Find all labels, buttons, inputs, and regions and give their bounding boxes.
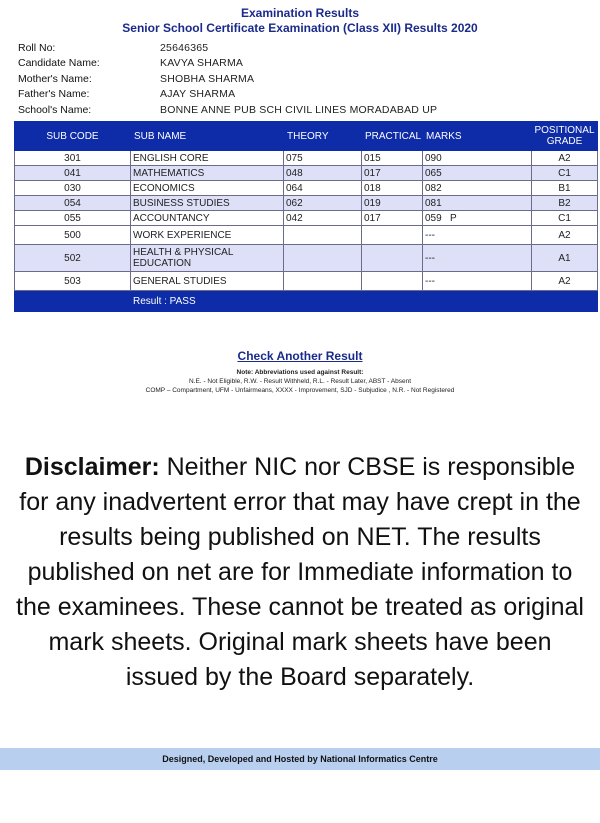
roll-no-row [18, 40, 600, 56]
sub-code-cell: 030 [15, 181, 131, 196]
sub-name-cell: GENERAL STUDIES [131, 272, 284, 291]
sub-code-cell: 500 [15, 226, 131, 245]
col-marks: MARKS [423, 122, 532, 151]
theory-cell: 048 [284, 166, 362, 181]
roll-no-value: 25646365 [160, 41, 209, 54]
sub-name-cell: MATHEMATICS [131, 166, 284, 181]
theory-cell: 064 [284, 181, 362, 196]
col-theory: THEORY [284, 122, 362, 151]
school-name-row [18, 102, 600, 118]
practical-cell: 019 [362, 196, 423, 211]
table-row [15, 226, 598, 245]
footer-credit: Designed, Developed and Hosted by National Informatics Centre [0, 748, 600, 770]
check-another-result-container [0, 347, 600, 365]
candidate-name-row [18, 56, 600, 72]
candidate-name-value: KAVYA SHARMA [160, 57, 244, 70]
sub-name-cell: HEALTH & PHYSICAL EDUCATION [131, 245, 284, 272]
theory-cell [284, 226, 362, 245]
result-row [15, 291, 598, 312]
note-title: Note: Abbreviations used against Result: [236, 369, 364, 376]
grade-cell: B1 [532, 181, 598, 196]
mother-name-label: Mother's Name: [18, 72, 92, 85]
table-row [15, 196, 598, 211]
grade-cell: A2 [532, 272, 598, 291]
check-another-result-link[interactable]: Check Another Result [237, 349, 363, 363]
sub-code-cell: 054 [15, 196, 131, 211]
col-sub-code: SUB CODE [15, 122, 131, 151]
exam-subtitle: Senior School Certificate Examination (Class XII) Results 2020 [122, 21, 478, 35]
col-practical: PRACTICAL [362, 122, 423, 151]
abbreviations-note [0, 368, 600, 395]
theory-cell: 042 [284, 211, 362, 226]
note-line-2: COMP – Compartment, UFM - Unfairmeans, XXXX - Improvement, SJD - Subjudice , N.R. - Not Registered [145, 387, 455, 394]
sub-name-cell: ENGLISH CORE [131, 151, 284, 166]
grade-cell: C1 [532, 166, 598, 181]
sub-code-cell: 041 [15, 166, 131, 181]
table-row [15, 151, 598, 166]
result-status: Result : PASS [131, 291, 598, 312]
roll-no-label: Roll No: [18, 41, 56, 54]
marks-cell: 082 [423, 181, 532, 196]
grade-cell: A2 [532, 226, 598, 245]
mother-name-row [18, 71, 600, 87]
col-sub-name: SUB NAME [131, 122, 284, 151]
marks-cell: --- [423, 272, 532, 291]
table-row [15, 211, 598, 226]
sub-code-cell: 301 [15, 151, 131, 166]
school-name-value: BONNE ANNE PUB SCH CIVIL LINES MORADABAD UP [160, 103, 438, 116]
marks-cell: --- [423, 226, 532, 245]
practical-cell [362, 245, 423, 272]
sub-name-cell: ECONOMICS [131, 181, 284, 196]
marks-cell: 059 P [423, 211, 532, 226]
practical-cell: 017 [362, 166, 423, 181]
grade-cell: C1 [532, 211, 598, 226]
sub-code-cell: 502 [15, 245, 131, 272]
sub-code-cell: 055 [15, 211, 131, 226]
disclaimer-heading: Disclaimer: [24, 453, 160, 481]
practical-cell: 017 [362, 211, 423, 226]
note-line-1: N.E. - Not Eligible, R.W. - Result Withheld, R.L. - Result Later, ABST - Absent [188, 378, 412, 385]
marks-table [14, 121, 598, 312]
marks-cell: 081 [423, 196, 532, 211]
candidate-details [18, 40, 600, 118]
theory-cell [284, 272, 362, 291]
sub-name-cell: ACCOUNTANCY [131, 211, 284, 226]
sub-name-cell: WORK EXPERIENCE [131, 226, 284, 245]
father-name-row [18, 87, 600, 103]
theory-cell [284, 245, 362, 272]
theory-cell: 062 [284, 196, 362, 211]
marks-cell: 090 [423, 151, 532, 166]
table-row [15, 181, 598, 196]
theory-cell: 075 [284, 151, 362, 166]
grade-cell: B2 [532, 196, 598, 211]
disclaimer-text: Neither NIC nor CBSE is responsible for any inadvertent error that may have crept in the results being published on NET. The results published on net are for Immediate information to the examinees. These cannot be treated as original mark sheets. Original mark sheets have been issued by the Board separately. [16, 453, 584, 691]
results-header [0, 0, 600, 36]
grade-cell: A1 [532, 245, 598, 272]
table-row [15, 272, 598, 291]
marks-cell: 065 [423, 166, 532, 181]
father-name-value: AJAY SHARMA [160, 88, 236, 101]
marks-cell: --- [423, 245, 532, 272]
practical-cell [362, 272, 423, 291]
table-row [15, 245, 598, 272]
sub-code-cell: 503 [15, 272, 131, 291]
sub-name-cell: BUSINESS STUDIES [131, 196, 284, 211]
mother-name-value: SHOBHA SHARMA [160, 72, 255, 85]
candidate-name-label: Candidate Name: [18, 57, 100, 70]
practical-cell: 018 [362, 181, 423, 196]
father-name-label: Father's Name: [18, 88, 90, 101]
col-positional-grade: POSITIONAL GRADE [532, 122, 598, 151]
result-spacer [15, 291, 131, 312]
grade-cell: A2 [532, 151, 598, 166]
disclaimer [10, 450, 590, 695]
practical-cell [362, 226, 423, 245]
school-name-label: School's Name: [18, 103, 92, 116]
practical-cell: 015 [362, 151, 423, 166]
page-title: Examination Results [240, 6, 360, 20]
table-header-row [15, 122, 598, 151]
table-row [15, 166, 598, 181]
